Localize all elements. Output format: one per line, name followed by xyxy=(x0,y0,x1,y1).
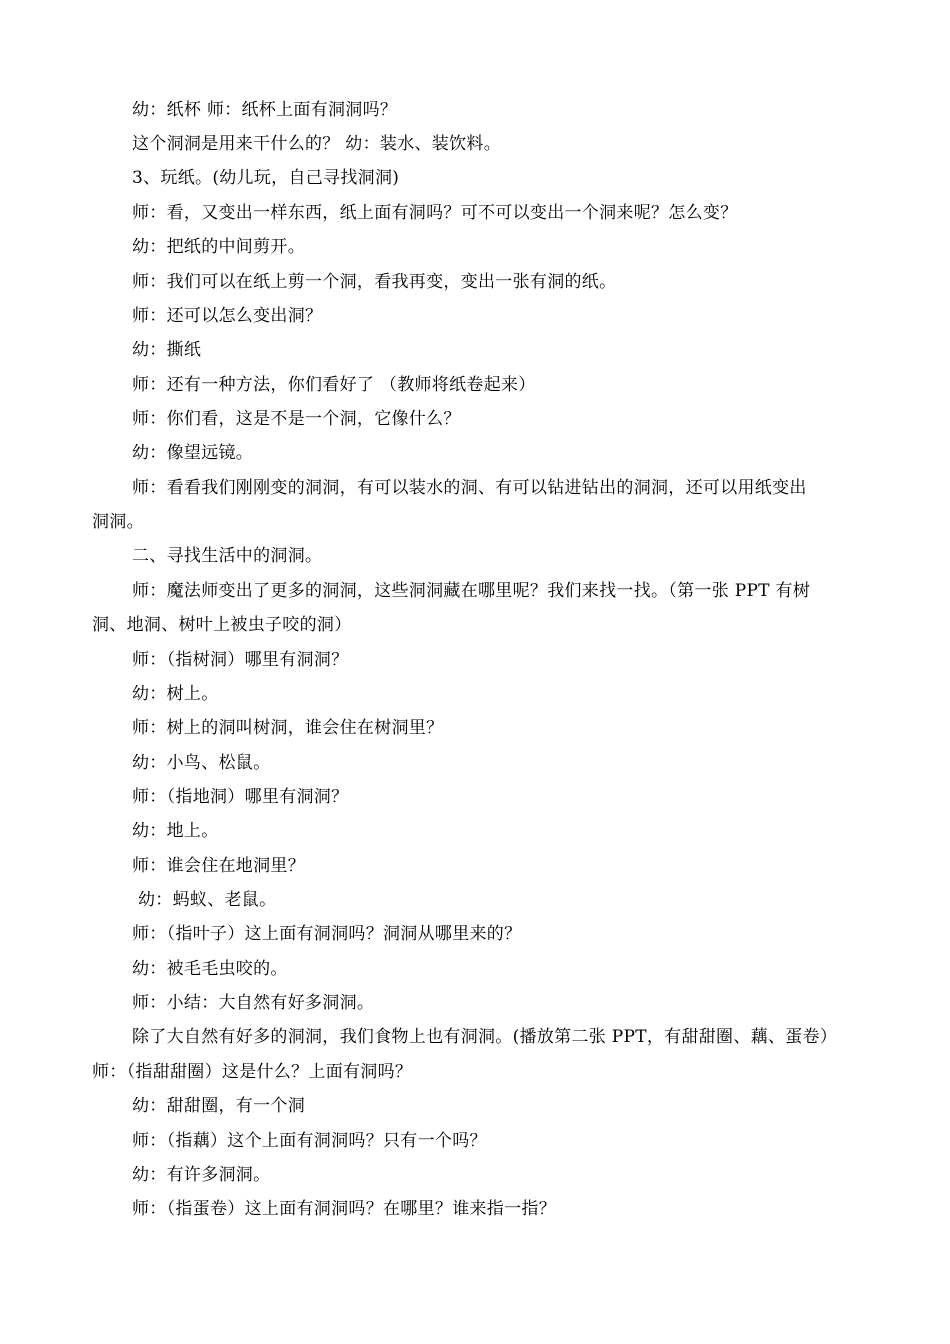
text-line: 师：（指甜甜圈）这是什么？上面有洞吗？ xyxy=(92,1062,413,1082)
text-line: 师：魔法师变出了更多的洞洞，这些洞洞藏在哪里呢？我们来找一找。（第一张 PPT 有树 xyxy=(132,581,811,601)
text-line: 幼：像望远镜。 xyxy=(132,443,254,463)
text-line: 洞、地洞、树叶上被虫子咬的洞） xyxy=(92,615,352,635)
text-line: 师：你们看，这是不是一个洞，它像什么？ xyxy=(132,409,461,429)
text-line: 幼：蚂蚁、老鼠。 xyxy=(138,890,277,910)
text-line: 师：（指叶子）这上面有洞洞吗？洞洞从哪里来的？ xyxy=(132,924,522,944)
section-heading: 二、寻找生活中的洞洞。 xyxy=(132,546,323,566)
text-line: 师：树上的洞叫树洞，谁会住在树洞里？ xyxy=(132,718,444,738)
text-line: 幼：小鸟、松鼠。 xyxy=(132,753,271,773)
text-line: 幼：有许多洞洞。 xyxy=(132,1165,271,1185)
text-line: 幼：树上。 xyxy=(132,684,219,704)
text-line: 幼：撕纸 xyxy=(132,340,202,360)
text-line: 师：（指树洞）哪里有洞洞？ xyxy=(132,650,349,670)
text-line: 洞洞。 xyxy=(92,512,144,532)
text-line: 师：看，又变出一样东西，纸上面有洞吗？可不可以变出一个洞来呢？怎么变？ xyxy=(132,203,738,223)
text-line: 这个洞洞是用来干什么的？ 幼：装水、装饮料。 xyxy=(132,134,502,154)
text-line: 师：（指藕）这个上面有洞洞吗？只有一个吗？ xyxy=(132,1131,487,1151)
text-line: 幼：甜甜圈，有一个洞 xyxy=(132,1096,305,1116)
text-line: 师：小结：大自然有好多洞洞。 xyxy=(132,993,375,1013)
text-line: 师：（指蛋卷）这上面有洞洞吗？在哪里？谁来指一指？ xyxy=(132,1199,556,1219)
text-line: 除了大自然有好多的洞洞，我们食物上也有洞洞。(播放第二张 PPT，有甜甜圈、藕、蛋卷） xyxy=(132,1027,838,1047)
text-line: 师：还有一种方法，你们看好了 （教师将纸卷起来） xyxy=(132,375,536,395)
text-line: 师：（指地洞）哪里有洞洞？ xyxy=(132,787,349,807)
text-line: 幼：纸杯 师：纸杯上面有洞洞吗？ xyxy=(132,100,398,120)
text-line: 3、玩纸。(幼儿玩，自己寻找洞洞) xyxy=(132,168,400,188)
text-line: 幼：地上。 xyxy=(132,821,219,841)
text-line: 师：谁会住在地洞里？ xyxy=(132,856,305,876)
text-line: 师：还可以怎么变出洞？ xyxy=(132,306,323,326)
text-line: 幼：把纸的中间剪开。 xyxy=(132,237,305,257)
text-line: 师：我们可以在纸上剪一个洞，看我再变，变出一张有洞的纸。 xyxy=(132,272,617,292)
text-line: 幼：被毛毛虫咬的。 xyxy=(132,959,288,979)
text-line: 师：看看我们刚刚变的洞洞，有可以装水的洞、有可以钻进钻出的洞洞，还可以用纸变出 xyxy=(132,478,807,498)
